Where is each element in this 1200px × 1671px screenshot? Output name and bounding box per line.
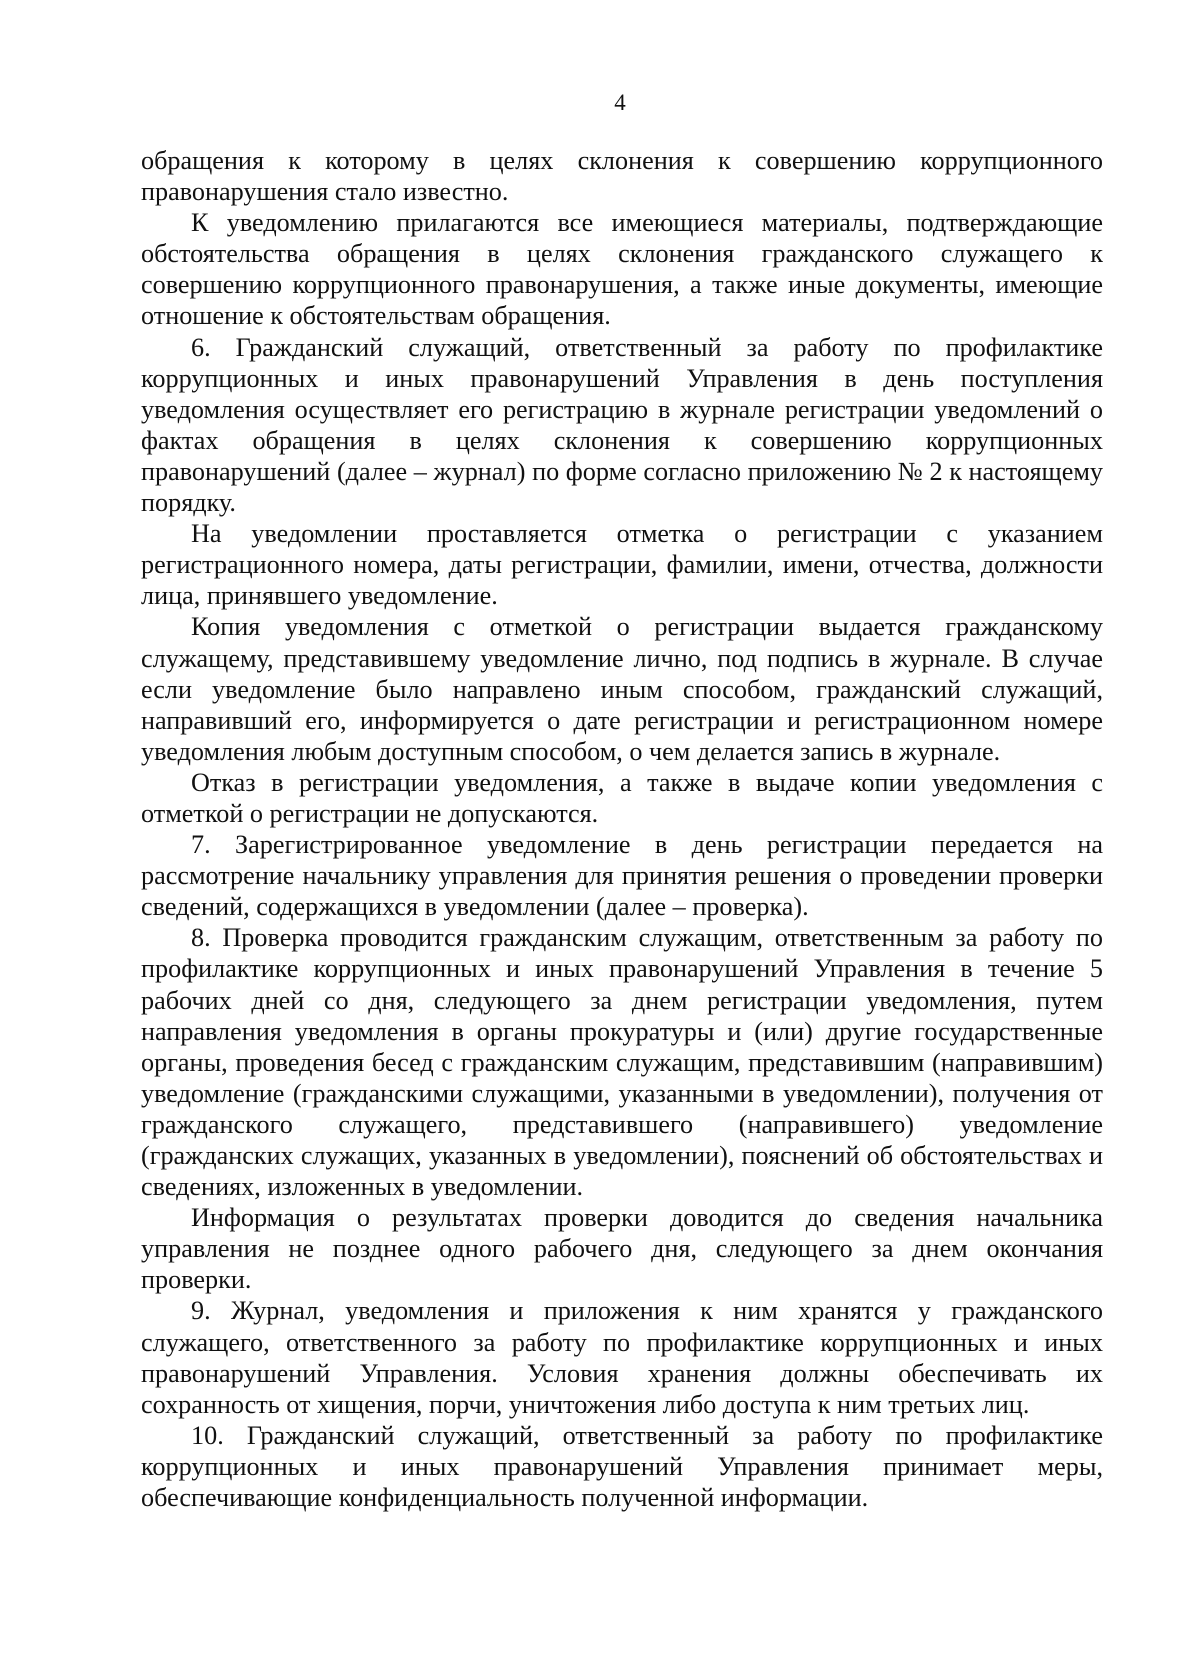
document-body bbox=[141, 145, 1103, 1513]
paragraph-9-storage: 9. Журнал, уведомления и приложения к ним хранятся у гражданского служащего, ответственного за работу по профилактике коррупционных и иных правонарушений Управления. Условия хранения должны обеспечивать их сохранность от хищения, порчи, уничтожения либо доступа к ним третьих лиц. bbox=[141, 1296, 1103, 1419]
paragraph-registration-mark: На уведомлении проставляется отметка о регистрации с указанием регистрационного номера, даты регистрации, фамилии, имени, отчества, должности лица, принявшего уведомление. bbox=[141, 519, 1103, 611]
paragraph-attachments: К уведомлению прилагаются все имеющиеся материалы, подтверждающие обстоятельства обращения в целях склонения гражданского служащего к совершению коррупционного правонарушения, а также иные документы, имеющие отношение к обстоятельствам обращения. bbox=[141, 208, 1103, 331]
paragraph-10-confidentiality: 10. Гражданский служащий, ответственный за работу по профилактике коррупционных и иных правонарушений Управления принимает меры, обеспечивающие конфиденциальность полученной информации. bbox=[141, 1420, 1103, 1513]
paragraph-copy-issuance: Копия уведомления с отметкой о регистрации выдается гражданскому служащему, представившему уведомление лично, под подпись в журнале. В случае если уведомление было направлено иным способом, гражданский служащий, направивший его, информируется о дате регистрации и регистрационном номере уведомления любым доступным способом, о чем делается запись в журнале. bbox=[141, 612, 1103, 766]
paragraph-refusal: Отказ в регистрации уведомления, а также в выдаче копии уведомления с отметкой о регистрации не допускаются. bbox=[141, 767, 1103, 828]
paragraph-continuation: обращения к которому в целях склонения к совершению коррупционного правонарушения стало известно. bbox=[141, 146, 1103, 207]
paragraph-7-transfer: 7. Зарегистрированное уведомление в день регистрации передается на рассмотрение начальнику управления для принятия решения о проведении проверки сведений, содержащихся в уведомлении (далее – проверка). bbox=[141, 830, 1103, 922]
paragraph-8-inspection: 8. Проверка проводится гражданским служащим, ответственным за работу по профилактике коррупционных и иных правонарушений Управления в течение 5 рабочих дней со дня, следующего за днем регистрации уведомления, путем направления уведомления в органы прокуратуры и (или) другие государственные органы, проведения бесед с гражданским служащим, представившим (направившим) уведомление (гражданскими служащими, указанными в уведомлении), получения от гражданского служащего, представившего (направившего) уведомление (гражданских служащих, указанных в уведомлении), пояснений об обстоятельствах и сведениях, изложенных в уведомлении. bbox=[141, 923, 1103, 1202]
paragraph-inspection-results: Информация о результатах проверки доводится до сведения начальника управления не позднее одного рабочего дня, следующего за днем окончания проверки. bbox=[141, 1203, 1103, 1295]
paragraph-6-registration: 6. Гражданский служащий, ответственный за работу по профилактике коррупционных и иных правонарушений Управления в день поступления уведомления осуществляет его регистрацию в журнале регистрации уведомлений о фактах обращения в целях склонения к совершению коррупционных правонарушений (далее – журнал) по форме согласно приложению № 2 к настоящему порядку. bbox=[141, 332, 1103, 518]
page-number: 4 bbox=[614, 90, 626, 115]
